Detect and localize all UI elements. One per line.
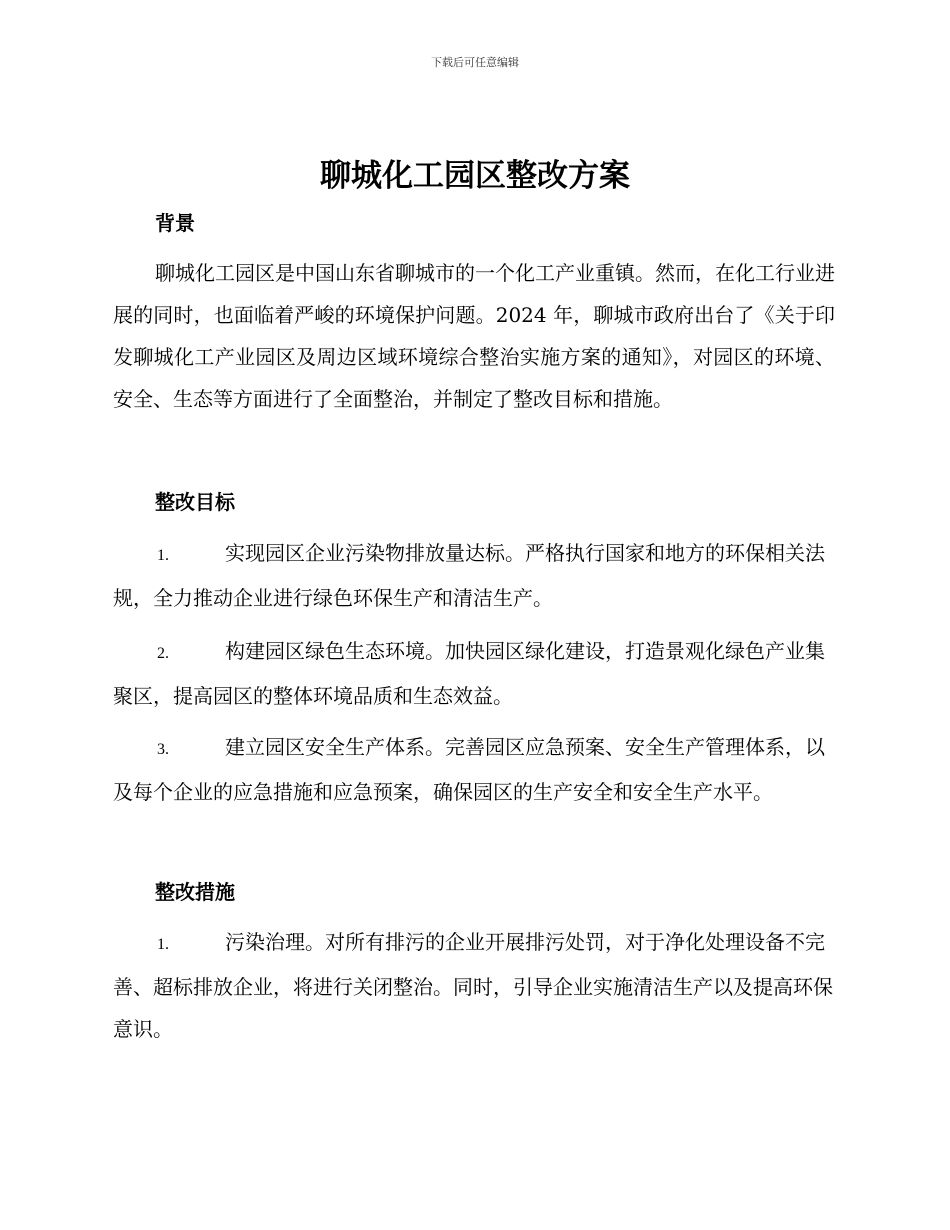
background-paragraph: 聊城化工园区是中国山东省聊城市的一个化工产业重镇。然而，在化工行业进展的同时，也面临着严峻的环境保护问题。2024 年，聊城市政府出台了《关于印发聊城化工产业园区及周边区域环境综合整治实施方案的通知》，对园区的环境、安全、生态等方面进行了全面整治，并制定了整改目标和措施。 <box>113 261 835 411</box>
measure-item-1 <box>113 921 835 1050</box>
section-heading-goals: 整改目标 <box>155 490 235 514</box>
section-heading-measures: 整改措施 <box>155 880 235 904</box>
goal-item-2 <box>113 630 835 717</box>
goal-item-3 <box>113 726 835 813</box>
list-number: 1. <box>157 547 169 564</box>
section-heading-background: 背景 <box>155 211 195 235</box>
list-number: 1. <box>157 936 169 953</box>
page-header-note: 下载后可任意编辑 <box>431 56 519 69</box>
list-item-text: 构建园区绿色生态环境。加快园区绿化建设，打造景观化绿色产业集聚区，提高园区的整体环境品质和生态效益。 <box>113 639 825 708</box>
document-title: 聊城化工园区整改方案 <box>320 158 630 194</box>
list-item-text: 建立园区安全生产体系。完善园区应急预案、安全生产管理体系，以及每个企业的应急措施和应急预案，确保园区的生产安全和安全生产水平。 <box>113 735 825 804</box>
list-number: 3. <box>157 741 169 758</box>
list-item-text: 污染治理。对所有排污的企业开展排污处罚，对于净化处理设备不完善、超标排放企业，将进行关闭整治。同时，引导企业实施清洁生产以及提高环保意识。 <box>113 930 833 1041</box>
list-number: 2. <box>157 645 169 662</box>
goal-item-1 <box>113 532 835 619</box>
list-item-text: 实现园区企业污染物排放量达标。严格执行国家和地方的环保相关法规，全力推动企业进行绿色环保生产和清洁生产。 <box>113 541 825 610</box>
